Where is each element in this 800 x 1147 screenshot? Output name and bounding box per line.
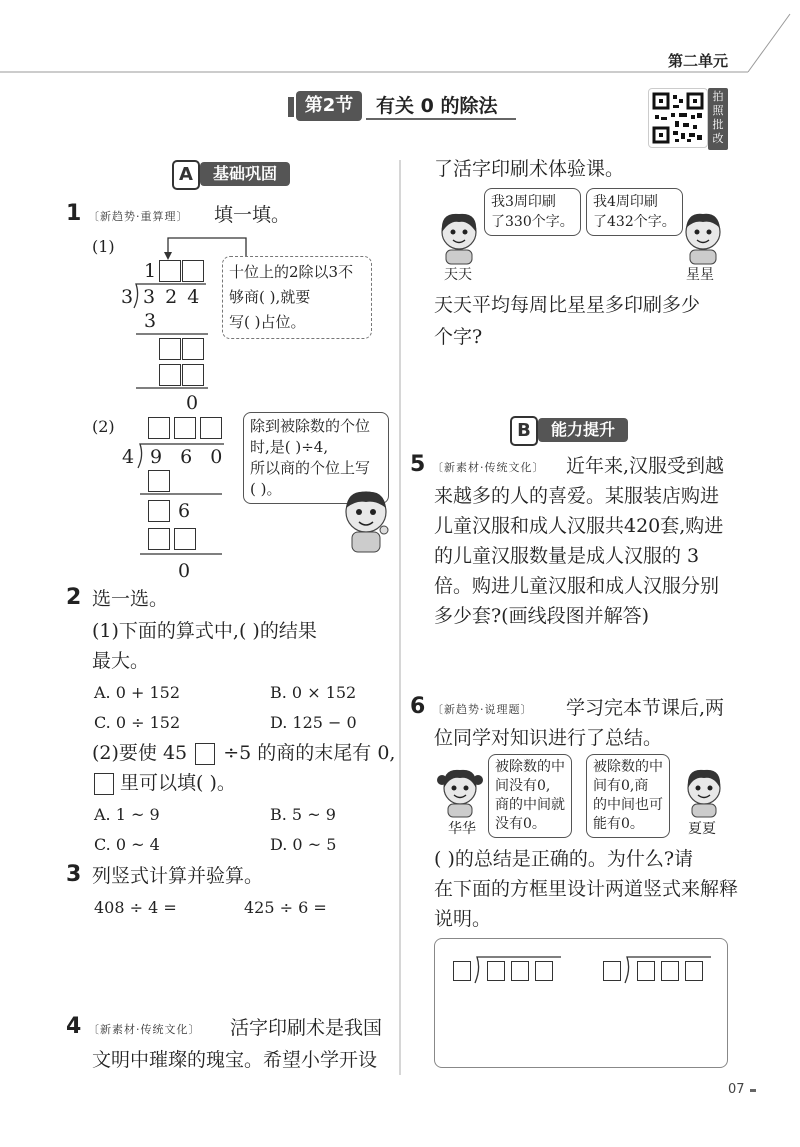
q6-question: ( )的总结是正确的。为什么?请 — [434, 848, 694, 870]
bubble-line: 商的中间就 — [495, 797, 565, 813]
q1-sub2-dividend: 9 6 0 — [150, 446, 229, 468]
q3-title: 列竖式计算并验算。 — [92, 865, 264, 887]
answer-box[interactable] — [535, 961, 553, 981]
part-b-title: 能力提升 — [538, 418, 628, 442]
girl-tiantian-icon — [434, 210, 484, 266]
q4-line: 文明中璀璨的瑰宝。希望小学开设 — [92, 1049, 378, 1071]
qr-caption-char: 照 — [712, 104, 724, 117]
q4-name-right: 星星 — [686, 267, 714, 283]
answer-box[interactable] — [148, 417, 170, 439]
q6-name-left: 华华 — [448, 821, 476, 837]
q4-line: 活字印刷术是我国 — [230, 1017, 383, 1039]
answer-box[interactable] — [159, 364, 181, 386]
answer-box[interactable] — [148, 500, 170, 522]
q6-question: 说明。 — [434, 908, 492, 930]
answer-box[interactable] — [182, 364, 204, 386]
boy-illustration-icon — [338, 488, 394, 554]
q4-question: 天天平均每周比星星多印刷多少 — [434, 294, 701, 316]
answer-box[interactable] — [182, 338, 204, 360]
hint-line: 十位上的2除以3不 — [229, 263, 354, 281]
q2-number: 2 — [66, 585, 82, 610]
q2-p2-b: ÷5 的商的末尾有 0, — [223, 742, 396, 764]
hint-line: 除到被除数的个位 — [250, 417, 371, 435]
q4-tag: 〔新素材·传统文化〕 — [88, 1023, 201, 1036]
q2-p2-a: (2)要使 45 — [92, 742, 188, 764]
girl-huahua-icon — [436, 766, 484, 818]
q6-number: 6 — [410, 694, 426, 719]
q1-sub1-dividend: 3 2 4 — [143, 286, 202, 308]
q4-question: 个字? — [434, 326, 483, 348]
qr-caption-char: 批 — [712, 118, 724, 131]
q1-sub1-hint — [222, 256, 372, 339]
answer-box[interactable] — [453, 961, 471, 981]
answer-box[interactable] — [200, 417, 222, 439]
answer-box[interactable] — [661, 961, 679, 981]
answer-box[interactable] — [174, 528, 196, 550]
q3-expr: 425 ÷ 6 = — [244, 898, 327, 917]
q1-title: 填一填。 — [214, 204, 291, 226]
division-line — [136, 332, 208, 336]
hint-line: 够商( ),就要 — [229, 288, 311, 306]
bubble-line: 被除数的中 — [593, 759, 663, 775]
boy-xingxing-icon — [678, 210, 728, 266]
answer-box[interactable] — [159, 260, 181, 282]
q1-sub1-quotient-digit: 1 — [144, 260, 157, 282]
bubble-line: 间有0,商 — [593, 778, 649, 794]
bubble-line: 我4周印刷 — [593, 194, 658, 210]
q5-line: 近年来,汉服受到越 — [566, 455, 725, 477]
bubble-line: 的中间也可 — [593, 797, 663, 813]
section-marker — [288, 97, 294, 117]
q2-p1-line: 最大。 — [92, 650, 150, 672]
answer-box[interactable] — [603, 961, 621, 981]
q4-line: 了活字印刷术体验课。 — [434, 158, 625, 180]
q1-sub1-remainder: 0 — [186, 392, 199, 414]
q2-p1-option[interactable]: D. 125 − 0 — [270, 713, 357, 732]
q2-p2-option[interactable]: A. 1 ~ 9 — [94, 805, 160, 824]
title-underline — [366, 118, 516, 122]
q6-question: 在下面的方框里设计两道竖式来解释 — [434, 878, 739, 900]
answer-box[interactable] — [94, 773, 114, 795]
section-badge: 第2节 — [296, 91, 362, 121]
q5-line: 倍。购进儿童汉服和成人汉服分别 — [434, 575, 720, 597]
bubble-line: 了330个字。 — [491, 214, 574, 230]
answer-box[interactable] — [182, 260, 204, 282]
hint-line: 所以商的个位上写 — [250, 459, 371, 477]
q4-bubble-left — [484, 188, 581, 236]
girl-xiaxia-icon — [680, 766, 728, 818]
q1-sub1-label: (1) — [92, 237, 115, 256]
page-number: 07 — [728, 1082, 745, 1097]
q6-bubble-left — [488, 754, 572, 838]
q1-number: 1 — [66, 201, 82, 226]
answer-box[interactable] — [511, 961, 529, 981]
q5-line: 来越多的人的喜爱。某服装店购进 — [434, 485, 720, 507]
bubble-line: 没有0。 — [495, 816, 546, 832]
q2-title: 选一选。 — [92, 588, 169, 610]
header-lines — [0, 0, 800, 80]
q6-bubble-right — [586, 754, 670, 838]
answer-box[interactable] — [637, 961, 655, 981]
q2-p2-option[interactable]: B. 5 ~ 9 — [270, 805, 336, 824]
q1-tag: 〔新趋势·重算理〕 — [88, 210, 189, 223]
part-b-letter: B — [510, 416, 538, 446]
part-a-title: 基础巩固 — [200, 162, 290, 186]
qr-caption — [708, 88, 728, 150]
q1-sub2-step-digit: 6 — [178, 500, 191, 522]
q4-bubble-right — [586, 188, 683, 236]
q2-p1-option[interactable]: B. 0 × 152 — [270, 683, 357, 702]
page-number-marker — [750, 1089, 756, 1092]
unit-title: 第二单元 — [668, 52, 729, 70]
q2-p1-line: (1)下面的算式中,( )的结果 — [92, 620, 317, 642]
answer-box[interactable] — [174, 417, 196, 439]
part-a-letter: A — [172, 160, 200, 190]
q6-name-right: 夏夏 — [688, 821, 716, 837]
answer-box[interactable] — [487, 961, 505, 981]
qr-caption-char: 拍 — [712, 90, 724, 103]
q5-line: 的儿童汉服数量是成人汉服的 3 — [434, 545, 700, 567]
column-divider — [398, 160, 402, 1075]
q6-line: 位同学对知识进行了总结。 — [434, 727, 663, 749]
hint-line: 写( )占位。 — [229, 313, 306, 331]
q6-line: 学习完本节课后,两 — [566, 697, 725, 719]
bubble-line: 了432个字。 — [593, 214, 676, 230]
q2-p1-option[interactable]: C. 0 ÷ 152 — [94, 713, 181, 732]
qr-caption-char: 改 — [712, 132, 724, 145]
bubble-line: 能有0。 — [593, 816, 644, 832]
q1-sub1-step1: 3 — [144, 310, 157, 332]
q5-line: 儿童汉服和成人汉服共420套,购进 — [434, 515, 724, 537]
q6-answer-frame[interactable] — [434, 938, 728, 1068]
q1-sub2-remainder: 0 — [178, 560, 191, 582]
q3-expr: 408 ÷ 4 = — [94, 898, 177, 917]
q1-sub2-divisor: 4 — [122, 446, 135, 468]
q2-p2-line — [94, 768, 236, 798]
q6-tag: 〔新趋势·说理题〕 — [432, 703, 533, 716]
q2-p2-c: 里可以填( )。 — [120, 772, 236, 794]
hint-line: ( )。 — [250, 480, 282, 498]
q2-p2-option[interactable]: D. 0 ~ 5 — [270, 835, 337, 854]
section-title: 有关 0 的除法 — [376, 95, 498, 117]
answer-box[interactable] — [148, 528, 170, 550]
answer-box[interactable] — [148, 470, 170, 492]
q2-p2-option[interactable]: C. 0 ~ 4 — [94, 835, 160, 854]
bubble-line: 被除数的中 — [495, 759, 565, 775]
answer-box[interactable] — [685, 961, 703, 981]
q5-line: 多少套?(画线段图并解答) — [434, 605, 650, 627]
hint-line: 时,是( )÷4, — [250, 438, 329, 456]
q2-p2-line — [92, 738, 395, 768]
q3-number: 3 — [66, 862, 82, 887]
answer-box[interactable] — [195, 743, 215, 765]
bubble-line: 我3周印刷 — [491, 194, 556, 210]
qr-pattern — [649, 89, 707, 147]
q1-sub2-label: (2) — [92, 417, 115, 436]
qr-code[interactable] — [648, 88, 708, 148]
q4-number: 4 — [66, 1014, 82, 1039]
q5-number: 5 — [410, 452, 426, 477]
q1-sub1-divisor: 3 — [121, 286, 134, 308]
q5-tag: 〔新素材·传统文化〕 — [432, 461, 545, 474]
q4-name-left: 天天 — [444, 267, 472, 283]
bubble-line: 间没有0, — [495, 778, 551, 794]
q2-p1-option[interactable]: A. 0 + 152 — [94, 683, 181, 702]
answer-box[interactable] — [159, 338, 181, 360]
